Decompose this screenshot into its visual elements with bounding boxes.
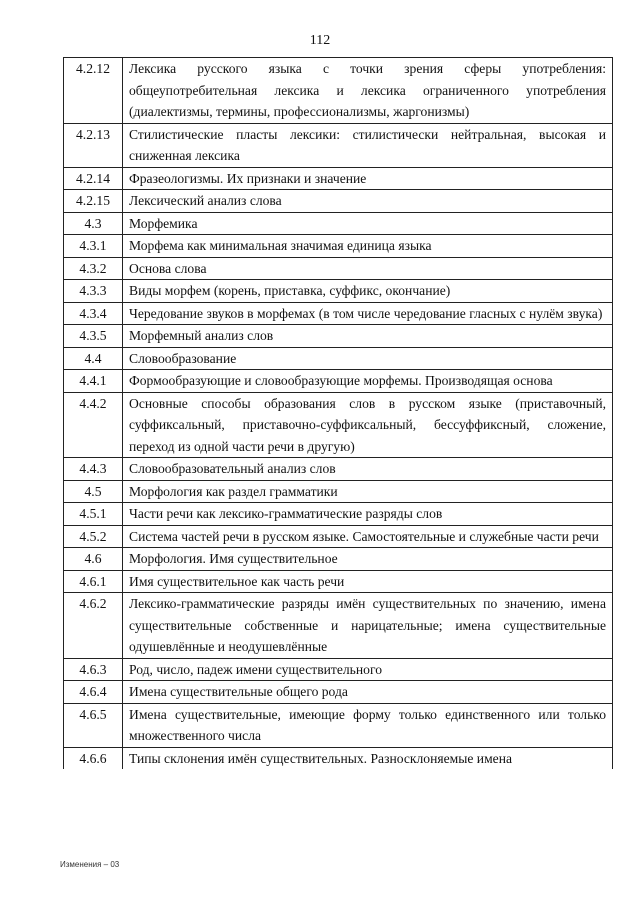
footer-note: Изменения – 03 [60, 860, 120, 869]
section-number: 4.3.5 [64, 325, 123, 348]
section-number: 4.3.2 [64, 257, 123, 280]
table-row [64, 747, 613, 769]
table-row [64, 212, 613, 235]
section-title: Словообразовательный анализ слов [123, 458, 613, 481]
section-title: Имена существительные, имеющие форму только единственного или только множественного числа [123, 703, 613, 747]
section-number: 4.2.15 [64, 190, 123, 213]
table-row [64, 123, 613, 167]
section-number: 4.5 [64, 480, 123, 503]
table-row [64, 703, 613, 747]
section-title: Морфемный анализ слов [123, 325, 613, 348]
section-title: Система частей речи в русском языке. Самостоятельные и служебные части речи [123, 525, 613, 548]
section-title: Основные способы образования слов в русском языке (приставочный, суффиксальный, приставочно-суффиксальный, бессуффиксный, сложение, переход из одной части речи в другую) [123, 392, 613, 458]
section-number: 4.3.3 [64, 280, 123, 303]
table-row [64, 681, 613, 704]
section-number: 4.3.4 [64, 302, 123, 325]
section-number: 4.4 [64, 347, 123, 370]
table-row [64, 370, 613, 393]
table-row [64, 58, 613, 124]
table-row [64, 458, 613, 481]
table-row [64, 480, 613, 503]
section-title: Основа слова [123, 257, 613, 280]
section-title: Лексико-грамматические разряды имён существительных по значению, имена существительные собственные и нарицательные; имена существительные одушевлённые и неодушевлённые [123, 593, 613, 659]
section-title: Виды морфем (корень, приставка, суффикс, окончание) [123, 280, 613, 303]
table-row [64, 235, 613, 258]
section-title: Чередование звуков в морфемах (в том числе чередование гласных с нулём звука) [123, 302, 613, 325]
section-number: 4.6.5 [64, 703, 123, 747]
section-title: Лексика русского языка с точки зрения сферы употребления: общеупотребительная лексика и лексика ограниченного употребления (диалектизмы, термины, профессионализмы, жаргонизмы) [123, 58, 613, 124]
section-title: Стилистические пласты лексики: стилистически нейтральная, высокая и сниженная лексика [123, 123, 613, 167]
table-row [64, 570, 613, 593]
section-number: 4.6.3 [64, 658, 123, 681]
section-number: 4.6.1 [64, 570, 123, 593]
table-row [64, 658, 613, 681]
section-title: Лексический анализ слова [123, 190, 613, 213]
section-title: Морфема как минимальная значимая единица языка [123, 235, 613, 258]
section-title: Морфология как раздел грамматики [123, 480, 613, 503]
table-row [64, 392, 613, 458]
section-title: Типы склонения имён существительных. Разносклоняемые имена [123, 747, 613, 769]
section-title: Словообразование [123, 347, 613, 370]
section-title: Имена существительные общего рода [123, 681, 613, 704]
table-row [64, 302, 613, 325]
section-title: Род, число, падеж имени существительного [123, 658, 613, 681]
section-number: 4.4.1 [64, 370, 123, 393]
section-title: Формообразующие и словообразующие морфемы. Производящая основа [123, 370, 613, 393]
table-row [64, 593, 613, 659]
section-number: 4.2.12 [64, 58, 123, 124]
table-row [64, 503, 613, 526]
table-row [64, 525, 613, 548]
section-number: 4.4.2 [64, 392, 123, 458]
section-number: 4.2.14 [64, 167, 123, 190]
section-number: 4.4.3 [64, 458, 123, 481]
section-title: Части речи как лексико-грамматические разряды слов [123, 503, 613, 526]
content-table [63, 57, 613, 769]
section-title: Морфология. Имя существительное [123, 548, 613, 571]
section-title: Фразеологизмы. Их признаки и значение [123, 167, 613, 190]
section-number: 4.6.2 [64, 593, 123, 659]
table-row [64, 325, 613, 348]
section-number: 4.5.2 [64, 525, 123, 548]
table-row [64, 347, 613, 370]
section-number: 4.5.1 [64, 503, 123, 526]
table-row [64, 167, 613, 190]
section-title: Имя существительное как часть речи [123, 570, 613, 593]
table-row [64, 280, 613, 303]
section-number: 4.3.1 [64, 235, 123, 258]
section-number: 4.3 [64, 212, 123, 235]
page-number: 112 [309, 33, 331, 48]
section-number: 4.2.13 [64, 123, 123, 167]
section-number: 4.6.6 [64, 747, 123, 769]
table-row [64, 190, 613, 213]
table-row [64, 548, 613, 571]
section-title: Морфемика [123, 212, 613, 235]
section-number: 4.6 [64, 548, 123, 571]
table-row [64, 257, 613, 280]
section-number: 4.6.4 [64, 681, 123, 704]
